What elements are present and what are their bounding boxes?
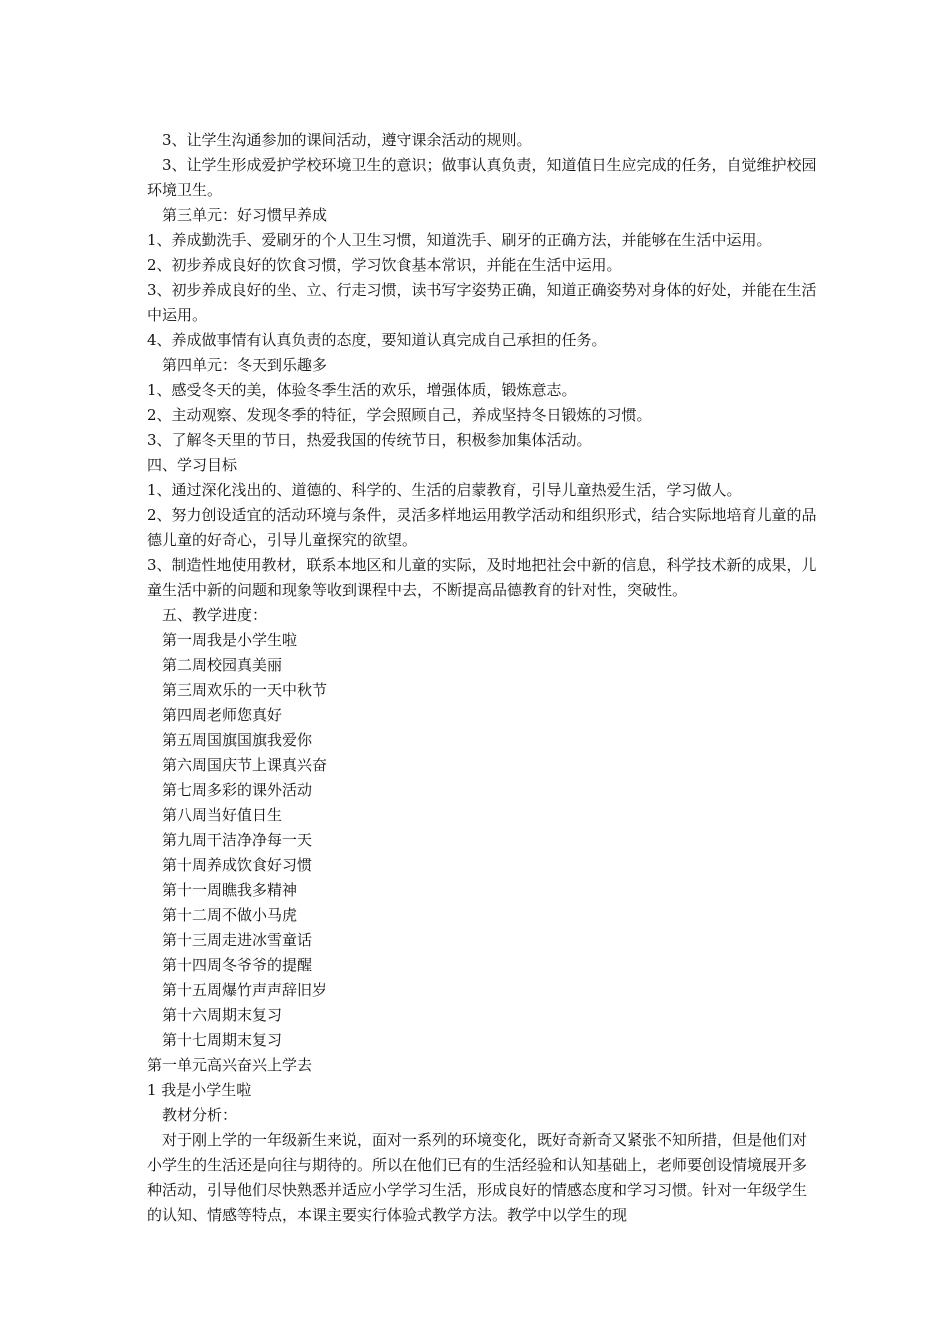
unit2-goal-3a: 3、让学生沟通参加的课间活动，遵守课余活动的规则。 — [162, 131, 532, 149]
unit3-title: 第三单元：好习惯早养成 — [162, 206, 328, 224]
week-8: 第八周当好值日生 — [162, 806, 283, 824]
analysis-heading: 教材分析： — [162, 1106, 238, 1124]
lesson-unit-title: 第一单元高兴奋兴上学去 — [147, 1056, 313, 1074]
week-14: 第十四周冬爷爷的提醒 — [162, 956, 313, 974]
week-15: 第十五周爆竹声声辞旧岁 — [162, 981, 328, 999]
week-6: 第六周国庆节上课真兴奋 — [162, 756, 328, 774]
week-3: 第三周欢乐的一天中秋节 — [162, 681, 328, 699]
lesson-title: 1 我是小学生啦 — [147, 1081, 252, 1099]
section4-item-2: 2、努力创设适宜的活动环境与条件，灵活多样地运用教学活动和组织形式，结合实际地培育儿童的品德儿童的好奇心，引导儿童探究的欲望。 — [147, 506, 817, 549]
document-body — [147, 128, 817, 1228]
week-17: 第十七周期末复习 — [162, 1031, 283, 1049]
week-1: 第一周我是小学生啦 — [162, 631, 298, 649]
week-10: 第十周养成饮食好习惯 — [162, 856, 313, 874]
week-4: 第四周老师您真好 — [162, 706, 283, 724]
week-11: 第十一周瞧我多精神 — [162, 881, 298, 899]
unit4-title: 第四单元：冬天到乐趣多 — [162, 356, 328, 374]
unit4-item-3: 3、了解冬天里的节日，热爱我国的传统节日，积极参加集体活动。 — [147, 431, 592, 449]
section4-title: 四、学习目标 — [147, 456, 238, 474]
section4-item-3: 3、制造性地使用教材，联系本地区和儿童的实际，及时地把社会中新的信息，科学技术新的成果，儿童生活中新的问题和现象等收到课程中去，不断提高品德教育的针对性，突破性。 — [147, 556, 817, 599]
week-5: 第五周国旗国旗我爱你 — [162, 731, 313, 749]
section4-item-1: 1、通过深化浅出的、道德的、科学的、生活的启蒙教育，引导儿童热爱生活，学习做人。 — [147, 481, 742, 499]
unit3-item-2: 2、初步养成良好的饮食习惯，学习饮食基本常识，并能在生活中运用。 — [147, 256, 622, 274]
week-13: 第十三周走进冰雪童话 — [162, 931, 313, 949]
unit3-item-1: 1、养成勤洗手、爱刷牙的个人卫生习惯，知道洗手、刷牙的正确方法，并能够在生活中运用。 — [147, 231, 772, 249]
week-7: 第七周多彩的课外活动 — [162, 781, 313, 799]
week-2: 第二周校园真美丽 — [162, 656, 283, 674]
week-16: 第十六周期末复习 — [162, 1006, 283, 1024]
week-9: 第九周干洁净净每一天 — [162, 831, 313, 849]
analysis-text: 对于刚上学的一年级新生来说，面对一系列的环境变化，既好奇新奇又紧张不知所措，但是他们对小学生的生活还是向往与期待的。所以在他们已有的生活经验和认知基础上，老师要创设情境展开多种活动，引导他们尽快熟悉并适应小学学习生活，形成良好的情感态度和学习习惯。针对一年级学生的认知、情感等特点，本课主要实行体验式教学方法。教学中以学生的现 — [147, 1131, 808, 1224]
week-12: 第十二周不做小马虎 — [162, 906, 298, 924]
unit4-item-2: 2、主动观察、发现冬季的特征，学会照顾自己，养成坚持冬日锻炼的习惯。 — [147, 406, 652, 424]
unit2-goal-3b: 3、让学生形成爱护学校环境卫生的意识；做事认真负责，知道值日生应完成的任务，自觉维护校园环境卫生。 — [147, 156, 817, 199]
unit4-item-1: 1、感受冬天的美，体验冬季生活的欢乐，增强体质，锻炼意志。 — [147, 381, 577, 399]
section5-title: 五、教学进度： — [162, 606, 268, 624]
unit3-item-4: 4、养成做事情有认真负责的态度，要知道认真完成自己承担的任务。 — [147, 331, 607, 349]
unit3-item-3: 3、初步养成良好的坐、立、行走习惯，读书写字姿势正确，知道正确姿势对身体的好处，并能在生活中运用。 — [147, 281, 817, 324]
